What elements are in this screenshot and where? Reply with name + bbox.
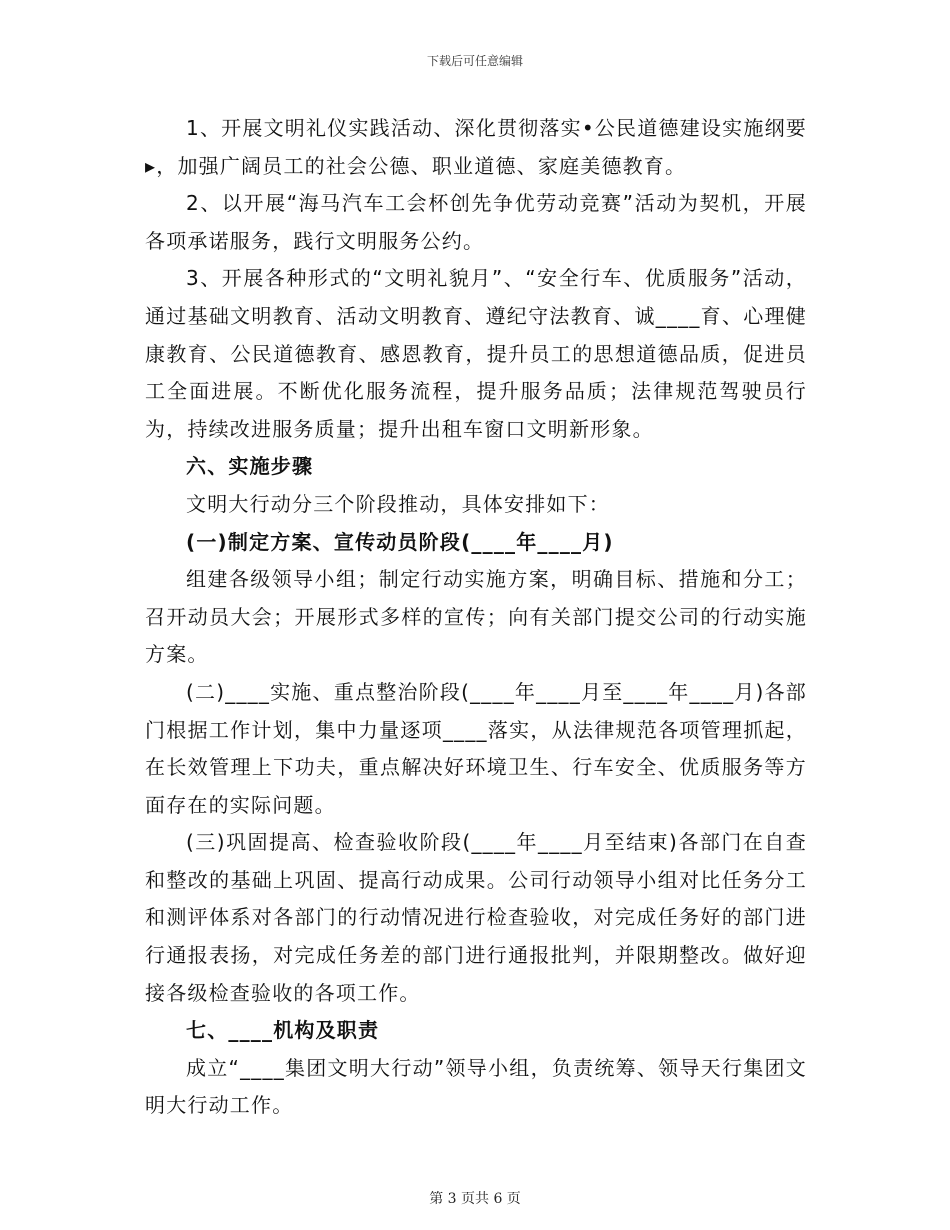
paragraph-stages-intro: 文明大行动分三个阶段推动，具体安排如下： — [186, 491, 610, 516]
document-body — [145, 110, 807, 1125]
subheading-stage-1: (一)制定方案、宣传动员阶段(____年____月) — [186, 529, 614, 554]
paragraph-stage-2: (二)____实施、重点整治阶段(____年____月至____年____月)各部门根据工作计划，集中力量逐项____落实，从法律规范各项管理抓起，在长效管理上下功夫，重点解决好环境卫生、行车安全、优质服务等方面存在的实际问题。 — [145, 679, 807, 817]
paragraph-item-3: 3、开展各种形式的“文明礼貌月”、“安全行车、优质服务”活动，通过基础文明教育、活动文明教育、遵纪守法教育、诚____育、心理健康教育、公民道德教育、感恩教育，提升员工的思想道德品质，促进员工全面进展。不断优化服务流程，提升服务品质；法律规范驾驶员行为，持续改进服务质量；提升出租车窗口文明新形象。 — [145, 266, 807, 441]
paragraph-stage-3: (三)巩固提高、检查验收阶段(____年____月至结束)各部门在自查和整改的基础上巩固、提高行动成果。公司行动领导小组对比任务分工和测评体系对各部门的行动情况进行检查验收，对完成任务好的部门进行通报表扬，对完成任务差的部门进行通报批判，并限期整改。做好迎接各级检查验收的各项工作。 — [145, 830, 807, 1005]
page-number: 第 3 页共 6 页 — [429, 1191, 521, 1207]
paragraph-item-2: 2、以开展“海马汽车工会杯创先争优劳动竞赛”活动为契机，开展各项承诺服务，践行文明服务公约。 — [145, 191, 807, 253]
paragraph-item-1: 1、开展文明礼仪实践活动、深化贯彻落实•公民道德建设实施纲要▸，加强广阔员工的社会公德、职业道德、家庭美德教育。 — [145, 116, 807, 178]
page-header-note: 下载后可任意编辑 — [426, 54, 523, 68]
section-heading-steps: 六、实施步骤 — [186, 454, 314, 479]
section-heading-organization: 七、____机构及职责 — [186, 1018, 380, 1043]
paragraph-organization-body: 成立“____集团文明大行动”领导小组，负责统筹、领导天行集团文明大行动工作。 — [145, 1055, 807, 1118]
paragraph-stage-1-body: 组建各级领导小组；制定行动实施方案，明确目标、措施和分工；召开动员大会；开展形式多样的宣传；向有关部门提交公司的行动实施方案。 — [145, 567, 807, 667]
